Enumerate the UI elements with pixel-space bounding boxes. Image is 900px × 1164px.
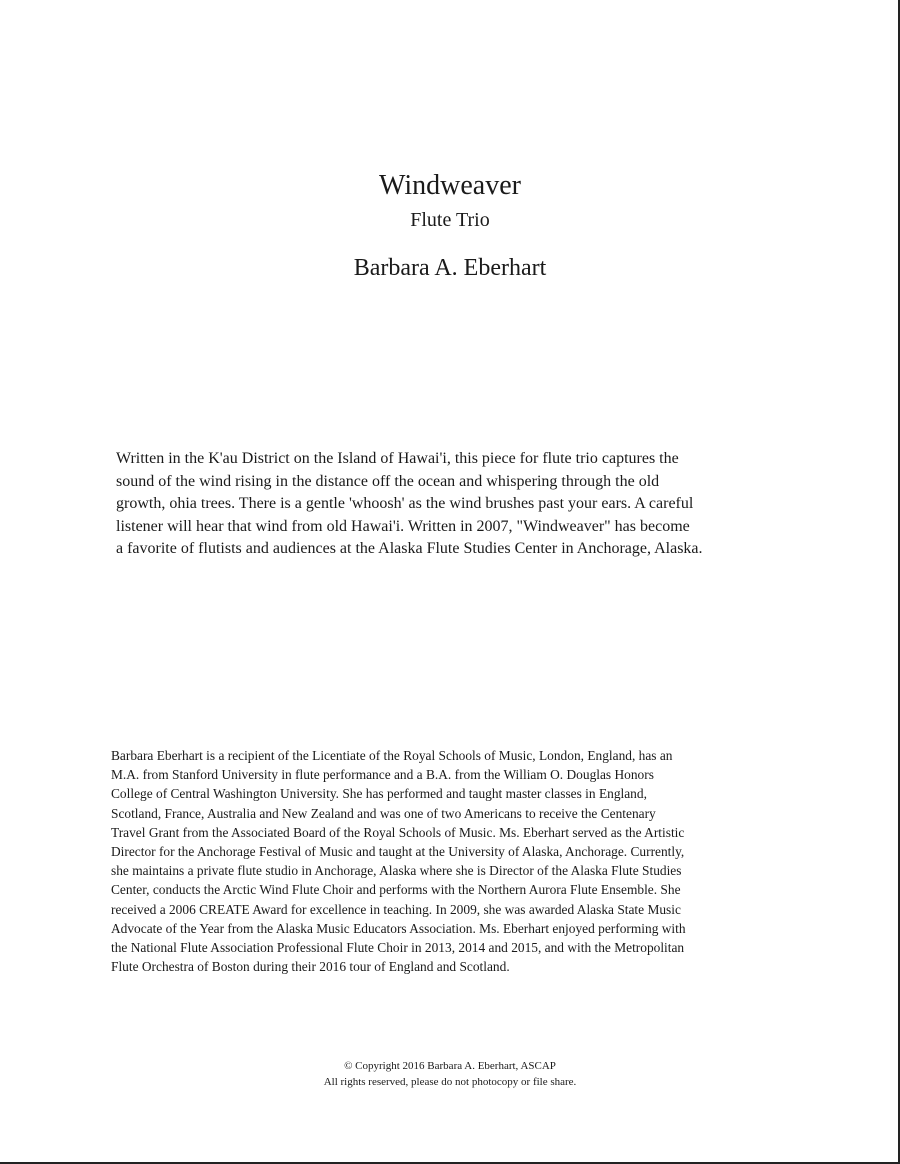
biography-line: Barbara Eberhart is a recipient of the Licentiate of the Royal Schools of Music, London, England, has an — [111, 748, 673, 763]
biography-line: Director for the Anchorage Festival of Music and taught at the University of Alaska, Anchorage. Currently, — [111, 844, 685, 860]
composer-biography — [111, 746, 791, 976]
biography-line: College of Central Washington University. She has performed and taught master classes in England, — [111, 786, 647, 802]
biography-line: the National Flute Association Professional Flute Choir in 2013, 2014 and 2015, and with the Metropolitan — [111, 940, 685, 956]
biography-line: M.A. from Stanford University in flute performance and a B.A. from the William O. Douglas Honors — [111, 767, 654, 783]
rights-line: All rights reserved, please do not photocopy or file share. — [323, 1076, 577, 1088]
biography-line: Flute Orchestra of Boston during their 2016 tour of England and Scotland. — [111, 959, 510, 975]
program-note-line: sound of the wind rising in the distance off the ocean and whispering through the old — [116, 472, 660, 490]
piece-subtitle: Flute Trio — [410, 209, 490, 231]
biography-line: Advocate of the Year from the Alaska Music Educators Association. Ms. Eberhart enjoyed performing with — [111, 920, 686, 936]
program-note-line: growth, ohia trees. There is a gentle 'whoosh' as the wind brushes past your ears. A careful — [116, 495, 694, 512]
copyright-notice — [0, 1058, 900, 1090]
program-note — [116, 448, 788, 561]
biography-line: she maintains a private flute studio in Anchorage, Alaska where she is Director of the Alaska Flute Studies — [111, 863, 682, 879]
biography-line: Scotland, France, Australia and New Zealand and was one of two Americans to receive the Centenary — [111, 805, 656, 821]
program-note-line: listener will hear that wind from old Hawai'i. Written in 2007, "Windweaver" has become — [116, 517, 690, 535]
composer-name: Barbara A. Eberhart — [353, 255, 547, 281]
program-note-line: Written in the K'au District on the Island of Hawai'i, this piece for flute trio captures the — [116, 450, 679, 467]
piece-title: Windweaver — [379, 170, 521, 201]
biography-line: Travel Grant from the Associated Board of the Royal Schools of Music. Ms. Eberhart served as the Artistic — [111, 824, 685, 840]
copyright-line: © Copyright 2016 Barbara A. Eberhart, ASCAP — [344, 1060, 556, 1072]
biography-line: Center, conducts the Arctic Wind Flute Choir and performs with the Northern Aurora Flute Ensemble. She — [111, 882, 681, 898]
program-note-line: a favorite of flutists and audiences at the Alaska Flute Studies Center in Anchorage, Alaska. — [116, 540, 703, 557]
biography-line: received a 2006 CREATE Award for excellence in teaching. In 2009, she was awarded Alaska State Music — [111, 901, 681, 917]
